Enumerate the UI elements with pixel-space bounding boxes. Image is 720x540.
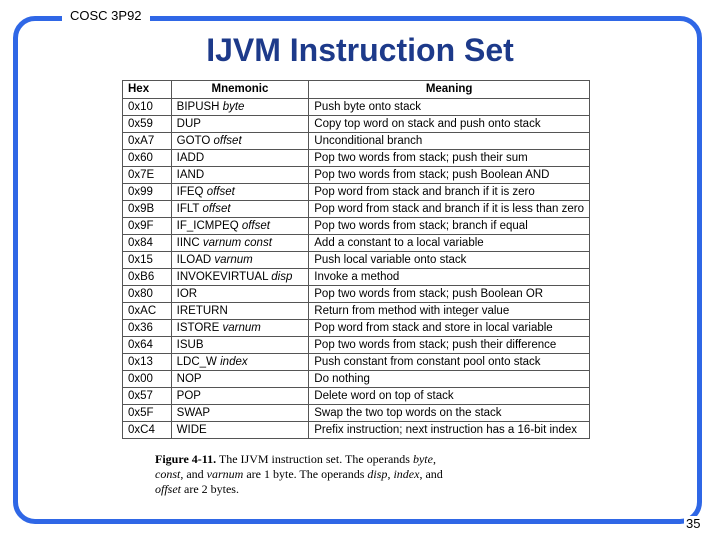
opcode-name: IFEQ	[176, 185, 204, 198]
meaning-cell: Delete word on top of stack	[309, 388, 590, 405]
meaning-cell: Push local variable onto stack	[309, 252, 590, 269]
table-row	[123, 320, 590, 337]
table-row	[123, 405, 590, 422]
mnemonic-cell	[171, 99, 309, 116]
operand-name: offset	[206, 185, 235, 198]
table-row	[123, 252, 590, 269]
hex-cell: 0x10	[123, 99, 172, 116]
header-meaning: Meaning	[309, 81, 590, 99]
caption-operand: offset	[155, 482, 181, 496]
table-row	[123, 235, 590, 252]
hex-cell: 0x00	[123, 371, 172, 388]
hex-cell: 0x36	[123, 320, 172, 337]
meaning-cell: Do nothing	[309, 371, 590, 388]
meaning-cell: Pop two words from stack; push their difference	[309, 337, 590, 354]
opcode-name: IF_ICMPEQ	[176, 219, 239, 232]
meaning-cell: Pop word from stack and store in local variable	[309, 320, 590, 337]
hex-cell: 0x80	[123, 286, 172, 303]
table-body	[123, 99, 590, 439]
caption-operand: disp	[367, 467, 388, 481]
caption-text: ,	[432, 452, 436, 466]
mnemonic-cell	[171, 235, 309, 252]
hex-cell: 0x60	[123, 150, 172, 167]
table-row	[123, 201, 590, 218]
mnemonic-cell	[171, 286, 309, 303]
caption-text: ,	[387, 467, 394, 481]
opcode-name: GOTO	[176, 134, 211, 147]
figure-caption	[155, 452, 485, 497]
operand-name: disp	[271, 270, 293, 283]
table-row	[123, 422, 590, 439]
meaning-cell: Swap the two top words on the stack	[309, 405, 590, 422]
caption-text: , and	[180, 467, 207, 481]
opcode-name: IAND	[176, 168, 205, 181]
header-mnemonic: Mnemonic	[171, 81, 309, 99]
caption-label: Figure 4-11.	[155, 452, 217, 466]
mnemonic-cell	[171, 303, 309, 320]
operand-name: offset	[213, 134, 242, 147]
mnemonic-cell	[171, 167, 309, 184]
table-row	[123, 218, 590, 235]
meaning-cell: Pop word from stack and branch if it is zero	[309, 184, 590, 201]
hex-cell: 0x15	[123, 252, 172, 269]
table-row	[123, 116, 590, 133]
opcode-name: SWAP	[176, 406, 211, 419]
caption-text: , and	[419, 467, 443, 481]
opcode-name: POP	[176, 389, 201, 402]
mnemonic-cell	[171, 371, 309, 388]
header-hex: Hex	[123, 81, 172, 99]
meaning-cell: Pop two words from stack; branch if equal	[309, 218, 590, 235]
operand-name: offset	[241, 219, 270, 232]
hex-cell: 0x64	[123, 337, 172, 354]
mnemonic-cell	[171, 269, 309, 286]
mnemonic-cell	[171, 388, 309, 405]
slide-title-text: IJVM Instruction Set	[200, 32, 520, 68]
mnemonic-cell	[171, 201, 309, 218]
mnemonic-cell	[171, 405, 309, 422]
page-number: 35	[686, 516, 701, 531]
opcode-name: INVOKEVIRTUAL	[176, 270, 269, 283]
mnemonic-cell	[171, 320, 309, 337]
mnemonic-cell	[171, 116, 309, 133]
table-row	[123, 269, 590, 286]
table-row	[123, 286, 590, 303]
opcode-name: WIDE	[176, 423, 207, 436]
operand-name: offset	[202, 202, 231, 215]
meaning-cell: Invoke a method	[309, 269, 590, 286]
operand-name: byte	[222, 100, 245, 113]
mnemonic-cell	[171, 354, 309, 371]
meaning-cell: Push constant from constant pool onto stack	[309, 354, 590, 371]
hex-cell: 0x99	[123, 184, 172, 201]
opcode-name: ISTORE	[176, 321, 220, 334]
mnemonic-cell	[171, 150, 309, 167]
table-row	[123, 99, 590, 116]
opcode-name: NOP	[176, 372, 202, 385]
opcode-name: IOR	[176, 287, 198, 300]
course-code: COSC 3P92	[62, 6, 150, 25]
hex-cell: 0x59	[123, 116, 172, 133]
table-row	[123, 184, 590, 201]
hex-cell: 0xB6	[123, 269, 172, 286]
operand-name: varnum const	[202, 236, 272, 249]
mnemonic-cell	[171, 252, 309, 269]
meaning-cell: Copy top word on stack and push onto stack	[309, 116, 590, 133]
opcode-name: IFLT	[176, 202, 200, 215]
table-header-row	[123, 81, 590, 99]
mnemonic-cell	[171, 133, 309, 150]
meaning-cell: Pop two words from stack; push Boolean AND	[309, 167, 590, 184]
mnemonic-cell	[171, 218, 309, 235]
meaning-cell: Push byte onto stack	[309, 99, 590, 116]
operand-name: varnum	[214, 253, 253, 266]
table-row	[123, 150, 590, 167]
hex-cell: 0xAC	[123, 303, 172, 320]
hex-cell: 0xC4	[123, 422, 172, 439]
caption-operand: index	[393, 467, 420, 481]
opcode-name: IINC	[176, 236, 200, 249]
caption-operand: byte	[412, 452, 433, 466]
caption-operand: const	[155, 467, 181, 481]
meaning-cell: Pop word from stack and branch if it is less than zero	[309, 201, 590, 218]
hex-cell: 0x9F	[123, 218, 172, 235]
hex-cell: 0x7E	[123, 167, 172, 184]
opcode-name: BIPUSH	[176, 100, 220, 113]
meaning-cell: Pop two words from stack; push Boolean OR	[309, 286, 590, 303]
meaning-cell: Pop two words from stack; push their sum	[309, 150, 590, 167]
meaning-cell: Add a constant to a local variable	[309, 235, 590, 252]
hex-cell: 0x9B	[123, 201, 172, 218]
caption-text: are 2 bytes.	[181, 482, 239, 496]
opcode-name: DUP	[176, 117, 201, 130]
opcode-name: ISUB	[176, 338, 204, 351]
instruction-table	[122, 80, 590, 439]
table-row	[123, 371, 590, 388]
opcode-name: ILOAD	[176, 253, 212, 266]
hex-cell: 0x84	[123, 235, 172, 252]
operand-name: index	[220, 355, 248, 368]
opcode-name: IRETURN	[176, 304, 228, 317]
mnemonic-cell	[171, 422, 309, 439]
caption-operand: varnum	[206, 467, 244, 481]
hex-cell: 0x5F	[123, 405, 172, 422]
table-row	[123, 167, 590, 184]
mnemonic-cell	[171, 337, 309, 354]
table-row	[123, 388, 590, 405]
slide-title	[0, 32, 720, 69]
opcode-name: IADD	[176, 151, 205, 164]
table-row	[123, 303, 590, 320]
meaning-cell: Unconditional branch	[309, 133, 590, 150]
hex-cell: 0x57	[123, 388, 172, 405]
operand-name: varnum	[222, 321, 261, 334]
caption-text: are 1 byte. The operands	[243, 467, 368, 481]
hex-cell: 0x13	[123, 354, 172, 371]
table-row	[123, 133, 590, 150]
caption-text: The IJVM instruction set. The operands	[216, 452, 413, 466]
table-row	[123, 354, 590, 371]
hex-cell: 0xA7	[123, 133, 172, 150]
meaning-cell: Return from method with integer value	[309, 303, 590, 320]
opcode-name: LDC_W	[176, 355, 217, 368]
meaning-cell: Prefix instruction; next instruction has a 16-bit index	[309, 422, 590, 439]
table-row	[123, 337, 590, 354]
mnemonic-cell	[171, 184, 309, 201]
